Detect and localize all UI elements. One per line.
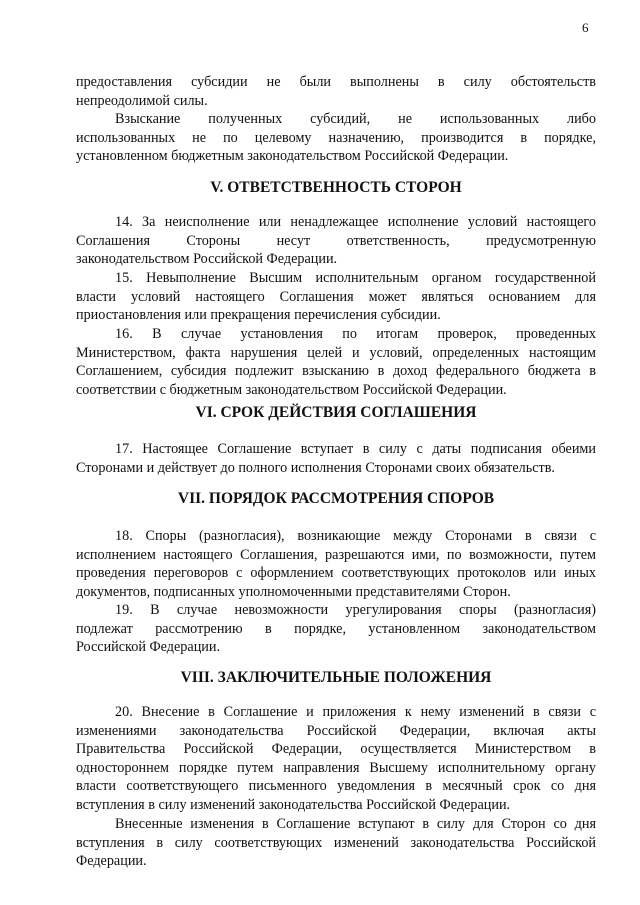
text-line: 19. В случае невозможности урегулирования споры (разногласия) — [115, 602, 596, 618]
page-number: 6 — [582, 20, 589, 35]
paragraph-17 — [76, 440, 596, 477]
text-line: Правительства Российской Федерации, осуществляется Министерством в — [76, 741, 596, 758]
paragraph-19 — [76, 601, 596, 657]
text-line: проведения переговоров с оформлением соответствующих протоколов или иных — [76, 565, 596, 582]
text-line: 20. Внесение в Соглашение и приложения к нему изменений в связи с — [115, 704, 596, 720]
text-line: изменениями законодательства Российской Федерации, включая акты — [76, 722, 596, 739]
text-line: вступления в силу изменений законодательства Российской Федерации. — [76, 796, 511, 813]
text-line: использованных не по целевому назначению, производится в порядке, — [76, 129, 596, 146]
text-line: исполнением настоящего Соглашения, разрешаются ими, по возможности, путем — [76, 546, 596, 563]
paragraph-21 — [76, 815, 596, 871]
paragraph-20 — [76, 703, 596, 815]
text-line: 14. За неисполнение или ненадлежащее исполнение условий настоящего — [115, 214, 596, 230]
text-line: Федерации. — [76, 853, 147, 870]
text-line: соответствии с бюджетным законодательством Российской Федерации. — [76, 381, 507, 398]
text-line: подлежат рассмотрению в порядке, установленном законодательством — [76, 620, 596, 637]
text-line: документов, подписанных уполномоченными представителями Сторон. — [76, 583, 511, 600]
text-line: Министерством, факта нарушения целей и условий, определенных настоящим — [76, 344, 596, 361]
text-line: непреодолимой силы. — [76, 92, 208, 109]
text-line: 17. Настоящее Соглашение вступает в силу с даты подписания обеими — [115, 441, 596, 457]
paragraph-14 — [76, 213, 596, 269]
text-line: Внесенные изменения в Соглашение вступают в силу для Сторон со дня — [115, 816, 596, 832]
section-heading: VI. СРОК ДЕЙСТВИЯ СОГЛАШЕНИЯ — [195, 404, 477, 421]
text-line: вступления в силу соответствующих изменений законодательства Российской — [76, 834, 596, 851]
text-line: Взыскание полученных субсидий, не использованных либо — [115, 111, 596, 127]
section-heading: V. ОТВЕТСТВЕННОСТЬ СТОРОН — [210, 179, 462, 196]
text-line: Соглашения Стороны несут ответственность, предусмотренную — [76, 232, 596, 249]
text-line: 16. В случае установления по итогам проверок, проведенных — [115, 326, 596, 342]
text-line: одностороннем порядке путем направления Высшему исполнительному органу — [76, 759, 596, 776]
text-line: установленном бюджетным законодательством Российской Федерации. — [76, 148, 509, 165]
text-line: Сторонами и действует до полного исполнения Сторонами своих обязательств. — [76, 459, 555, 476]
text-line: предоставления субсидии не были выполнены в силу обстоятельств — [76, 74, 596, 90]
text-line: власти условий настоящего Соглашения может являться основанием для — [76, 288, 596, 305]
paragraph-recovery — [76, 110, 596, 166]
section-heading: VIII. ЗАКЛЮЧИТЕЛЬНЫЕ ПОЛОЖЕНИЯ — [180, 669, 492, 686]
text-line: власти соответствующего письменного уведомления в месячный срок со дня — [76, 778, 596, 795]
paragraph-15 — [76, 269, 596, 325]
paragraph-18 — [76, 527, 596, 601]
text-line: 15. Невыполнение Высшим исполнительным органом государственной — [115, 270, 596, 286]
text-line: Российской Федерации. — [76, 639, 221, 656]
text-line: 18. Споры (разногласия), возникающие между Сторонами в связи с — [115, 528, 596, 544]
text-line: приостановления или прекращения перечисления субсидии. — [76, 307, 441, 324]
paragraph-continuation — [76, 73, 596, 110]
text-line: Соглашением, субсидия подлежит взысканию в доход федерального бюджета в — [76, 363, 596, 380]
text-line: законодательством Российской Федерации. — [76, 251, 338, 268]
paragraph-16 — [76, 325, 596, 399]
section-heading: VII. ПОРЯДОК РАССМОТРЕНИЯ СПОРОВ — [177, 490, 495, 507]
